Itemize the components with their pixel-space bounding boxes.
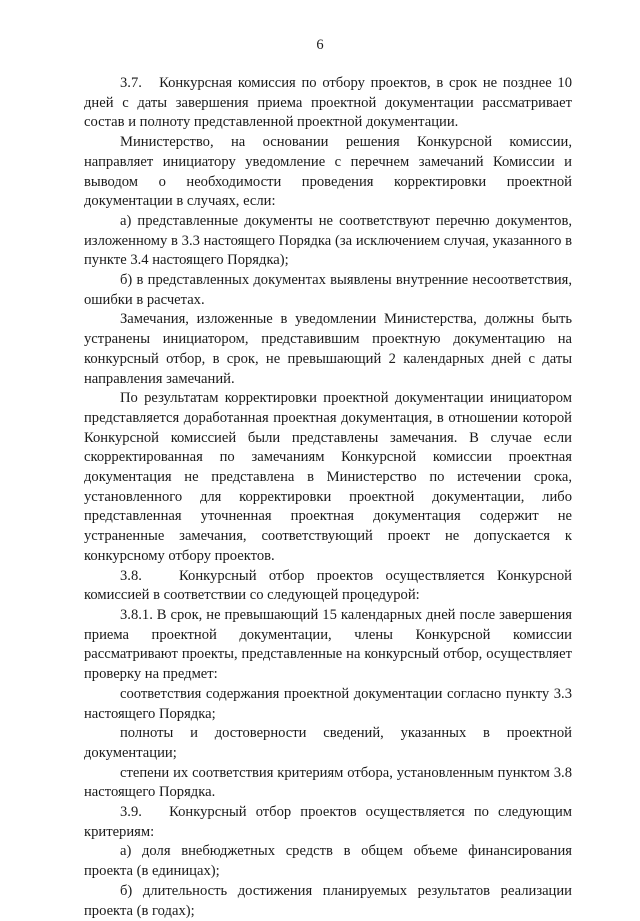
- paragraph-3-8-1: 3.8.1. В срок, не превышающий 15 календарных дней после завершения приема проектной документации, члены Конкурсной комиссии рассматривают проекты, представленные на конкурсный отбор, осуществляет проверку на предмет:: [84, 606, 572, 683]
- document-body: [84, 74, 572, 921]
- paragraph-remarks: Замечания, изложенные в уведомлении Министерства, должны быть устранены инициатором, представившим проектную документацию на конкурсный отбор, в срок, не превышающий 2 календарных дней с даты направления замечаний.: [84, 311, 572, 387]
- paragraph-criterion-a: а) доля внебюджетных средств в общем объеме финансирования проекта (в единицах);: [84, 843, 572, 880]
- paragraph-3-9: 3.9. Конкурсный отбор проектов осуществляется по следующим критериям:: [84, 804, 572, 840]
- paragraph-ministry-notice: Министерство, на основании решения Конкурсной комиссии, направляет инициатору уведомление с перечнем замечаний Комиссии и выводом о необходимости проведения корректировки проектной документации в случаях, если:: [84, 134, 572, 210]
- paragraph-3-7: 3.7. Конкурсная комиссия по отбору проектов, в срок не позднее 10 дней с даты завершения приема проектной документации рассматривает состав и полноту представленной проектной документации.: [84, 75, 572, 131]
- paragraph-case-b: б) в представленных документах выявлены внутренние несоответствия, ошибки в расчетах.: [84, 272, 572, 308]
- paragraph-check-content: соответствия содержания проектной документации согласно пункту 3.3 настоящего Порядка;: [84, 685, 572, 722]
- paragraph-case-a: а) представленные документы не соответствуют перечню документов, изложенному в 3.3 настоящего Порядка (за исключением случая, указанного в пункте 3.4 настоящего Порядка);: [84, 212, 572, 269]
- paragraph-correction-results: По результатам корректировки проектной документации инициатором представляется доработанная проектная документация, в отношении которой Конкурсной комиссией были представлены замечания. В случае если скорректированная по замечаниям Конкурсной комиссии проектная документация не представлена в Министерство по истечении срока, установленного для корректировки проектной документации, либо представленная уточненная проектная документация содержит не устраненные замечания, соответствующий проект не допускается к конкурсному отбору проектов.: [84, 390, 572, 564]
- paragraph-check-criteria: степени их соответствия критериям отбора, установленным пунктом 3.8 настоящего Порядка.: [84, 764, 572, 801]
- paragraph-check-completeness: полноты и достоверности сведений, указанных в проектной документации;: [84, 725, 572, 761]
- paragraph-criterion-b: б) длительность достижения планируемых результатов реализации проекта (в годах);: [84, 882, 572, 919]
- paragraph-3-8: 3.8. Конкурсный отбор проектов осуществляется Конкурсной комиссией в соответствии со следующей процедурой:: [84, 567, 572, 604]
- page-number: 6: [316, 37, 324, 53]
